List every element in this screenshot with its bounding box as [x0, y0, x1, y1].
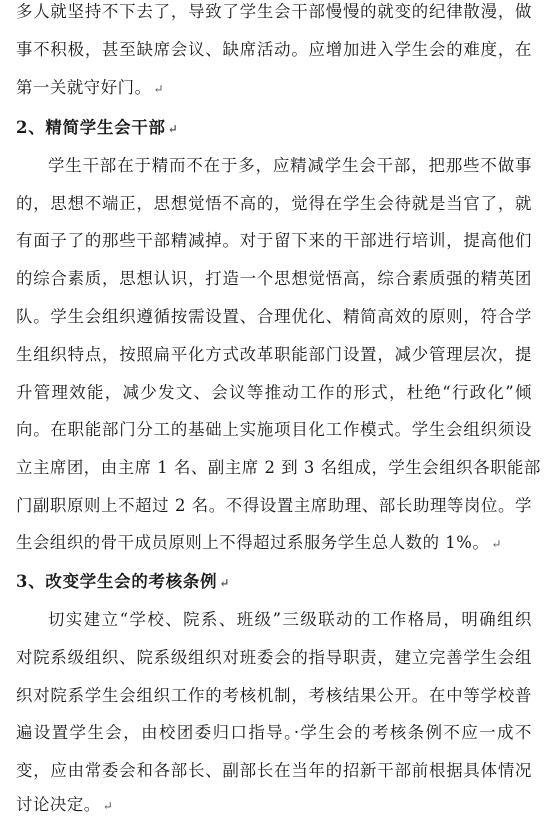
paragraph-1-line-2: 事不积极，甚至缺席会议、缺席活动。应增加进入学生会的难度，在 [16, 40, 532, 59]
paragraph-2-line-3: 有面子了的那些干部精减掉。对于留下来的干部进行培训，提高他们 [16, 231, 532, 250]
paragraph-mark: ↵ [167, 122, 178, 136]
paragraph-1-line-1: 多人就坚持不下去了，导致了学生会干部慢慢的就变的纪律散漫，做 [16, 2, 532, 21]
paragraph-1-line-3 [16, 78, 532, 99]
heading-3-text: 3、改变学生会的考核条例 [16, 572, 218, 591]
paragraph-2-line-6: 生组织特点，按照扁平化方式改革职能部门设置，减少管理层次，提 [16, 345, 532, 364]
paragraph-3-line-3: 织对院系学生会组织工作的考核机制，考核结果公开。在中等学校普 [16, 686, 532, 705]
paragraph-2-line-9: 立主席团，由主席 1 名、副主席 2 到 3 名组成，学生会组织各职能部 [16, 458, 541, 477]
paragraph-2-line-10: 门副职原则上不超过 2 名。不得设置主席助理、部长助理等岗位。学 [16, 496, 532, 515]
paragraph-3-line-1: 切实建立“学校、院系、班级”三级联动的工作格局，明确组织 [48, 610, 532, 629]
paragraph-2-line-2: 的，思想不端正，思想觉悟不高的，觉得在学生会待就是当官了，就 [16, 194, 532, 213]
paragraph-2-line-7: 升管理效能，减少发文、会议等推动工作的形式，杜绝“行政化”倾 [16, 383, 532, 402]
heading-2-text: 2、精简学生会干部 [16, 118, 166, 137]
paragraph-3-line-5: 变，应由常委会和各部长、副部长在当年的招新干部前根据具体情况 [16, 761, 532, 780]
paragraph-mark: ↵ [102, 799, 113, 813]
paragraph-mark: ↵ [491, 537, 502, 551]
paragraph-2-line-11-text: 生会组织的骨干成员原则上不得超过系服务学生总人数的 1%。 [16, 533, 490, 552]
paragraph-3-line-2: 对院系级组织、院系级组织对班委会的指导职责，建立完善学生会组 [16, 648, 532, 667]
paragraph-3-line-6-text: 讨论决定。 [16, 795, 101, 814]
paragraph-1-line-3-text: 第一关就守好门。 [16, 78, 152, 97]
paragraph-2-line-5: 队。学生会组织遵循按需设置、合理优化、精简高效的原则，符合学 [16, 307, 532, 326]
section-heading-2 [16, 118, 532, 139]
paragraph-3-line-4: 遍设置学生会，由校团委归口指导。·学生会的考核条例不应一成不 [16, 723, 532, 742]
paragraph-2-line-1: 学生干部在于精而不在于多，应精减学生会干部，把那些不做事 [48, 156, 532, 175]
paragraph-2-line-4: 的综合素质，思想认识，打造一个思想觉悟高，综合素质强的精英团 [16, 269, 532, 288]
section-heading-3 [16, 572, 532, 593]
paragraph-mark: ↵ [153, 82, 164, 96]
paragraph-2-line-11 [16, 533, 532, 554]
paragraph-2-line-8: 向。在职能部门分工的基础上实施项目化工作模式。学生会组织须设 [16, 420, 532, 439]
paragraph-mark: ↵ [219, 576, 230, 590]
